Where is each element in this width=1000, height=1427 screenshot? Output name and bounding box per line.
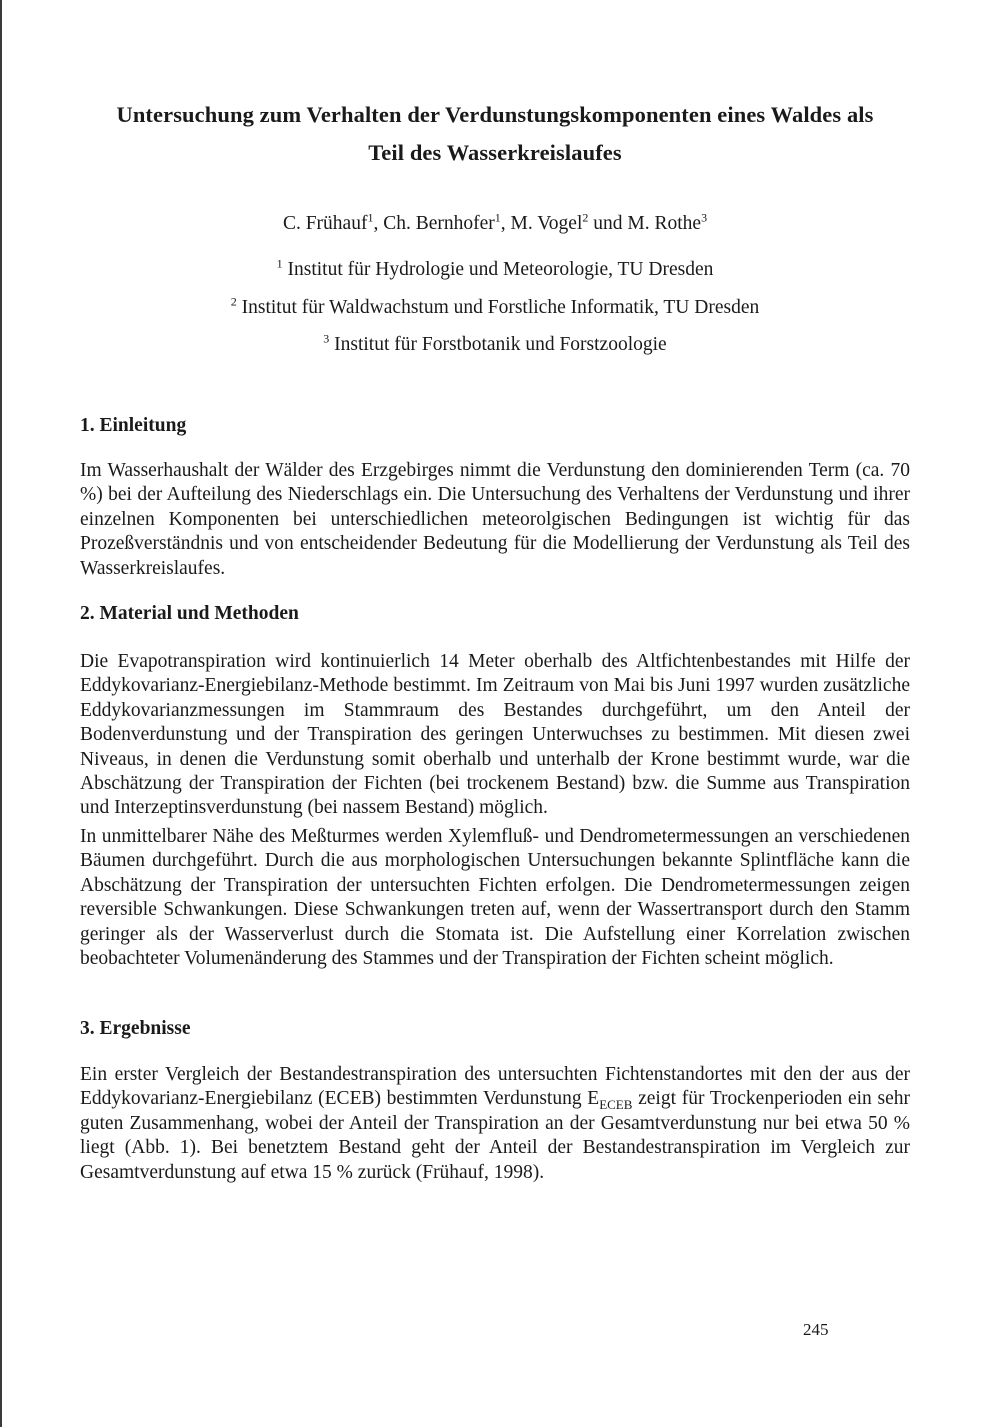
author-affiliation-mark: 2 xyxy=(582,210,589,225)
author-affiliation-mark: 1 xyxy=(367,210,374,225)
scan-border-line xyxy=(0,0,2,1427)
affiliation-text: Institut für Forstbotanik und Forstzoologie xyxy=(334,334,667,355)
paragraph-methoden-1: Die Evapotranspiration wird kontinuierlich 14 Meter oberhalb des Altfichtenbestandes mit Hilfe der Eddykovarianz-Energiebilanz-Methode bestimmt. Im Zeitraum von Mai bis Juni 1997 wurden zusätzliche Eddykovarianzmessungen im Stammraum des Bestandes durchgeführt, um den Anteil der Bodenverdunstung und der Transpiration des geringen Unterwuchses zu bestimmen. Mit diesen zwei Niveaus, in denen die Verdunstung somit oberhalb und unterhalb der Krone bestimmt wurde, war die Abschätzung der Transpiration der Fichten (bei trockenem Bestand) bzw. die Summe aus Transpiration und Interzeptinsverdunstung (bei nassem Bestand) möglich. xyxy=(80,651,910,819)
paragraph-einleitung: Im Wasserhaushalt der Wälder des Erzgebirges nimmt die Verdunstung den dominierenden Term (ca. 70 %) bei der Aufteilung des Niederschlags ein. Die Untersuchung des Verhaltens der Verdunstung und ihrer einzelnen Komponenten bei unterschiedlichen meteorolgischen Bedingungen ist wichtig für das Prozeßverständnis und von entscheidender Bedeutung für die Modellierung der Verdunstung als Teil des Wasserkreislaufes. xyxy=(80,460,910,579)
affiliation xyxy=(80,258,910,282)
affiliation-number: 3 xyxy=(323,331,330,346)
paragraph-methoden-2: In unmittelbarer Nähe des Meßturmes werden Xylemfluß- und Dendrometermessungen an verschiedenen Bäumen durchgeführt. Durch die aus morphologischen Untersuchungen bekannte Splintfläche kann die Abschätzung der Transpiration der untersuchten Fichten erfolgen. Die Dendrometermessungen zeigen reversible Schwankungen. Diese Schwankungen treten auf, wenn der Wassertransport durch den Stamm geringer als der Wasserverlust durch die Stomata ist. Die Aufstellung einer Korrelation zwischen beobachteter Volumenänderung des Stammes und der Transpiration der Fichten scheint möglich. xyxy=(80,826,910,970)
author-separator: und xyxy=(588,213,628,234)
author-name: C. Frühauf xyxy=(282,213,368,234)
affiliation-number: 2 xyxy=(230,294,237,309)
title-line-1: Untersuchung zum Verhalten der Verdunstungskomponenten eines Waldes als xyxy=(116,102,874,127)
title-line-2: Teil des Wasserkreislaufes xyxy=(368,140,622,165)
paragraph-text: Ein erster Vergleich der Bestandestranspiration des untersuchten Fichtenstandortes mit den der aus der Eddykovarianz-Energiebilanz (ECEB) bestimmten Verdunstung E xyxy=(80,1064,910,1110)
affiliation-text: Institut für Waldwachstum und Forstliche Informatik, TU Dresden xyxy=(241,297,760,318)
author-name: M. Vogel xyxy=(510,213,583,234)
affiliation xyxy=(80,296,910,320)
section-heading-ergebnisse: 3. Ergebnisse xyxy=(80,1018,191,1039)
author-separator: , xyxy=(373,213,384,234)
affiliation xyxy=(80,333,910,357)
author-list xyxy=(80,212,910,236)
author-separator: , xyxy=(500,213,511,234)
page-number: 245 xyxy=(803,1320,829,1339)
paragraph-ergebnisse xyxy=(80,1063,910,1185)
affiliation-text: Institut für Hydrologie und Meteorologie, TU Dresden xyxy=(287,259,714,280)
author-affiliation-mark: 1 xyxy=(494,210,501,225)
author-name: Ch. Bernhofer xyxy=(383,213,495,234)
section-heading-methoden: 2. Material und Methoden xyxy=(80,603,299,624)
affiliation-number: 1 xyxy=(276,256,283,271)
subscript-eceb: ECEB xyxy=(599,1097,633,1113)
section-heading-einleitung: 1. Einleitung xyxy=(80,415,187,436)
paragraph-text: zeigt für Trockenperioden ein sehr guten Zusammenhang, wobei der Anteil der Transpiration an der Gesamtverdunstung nur bei etwa 50 % liegt (Abb. 1). Bei benetztem Bestand geht der Anteil der Bestandestranspiration im Vergleich zur Gesamtverdunstung auf etwa 15 % zurück (Frühauf, 1998). xyxy=(80,1088,910,1183)
paper-title xyxy=(80,96,910,172)
author-name: M. Rothe xyxy=(627,213,702,234)
author-affiliation-mark: 3 xyxy=(701,210,708,225)
